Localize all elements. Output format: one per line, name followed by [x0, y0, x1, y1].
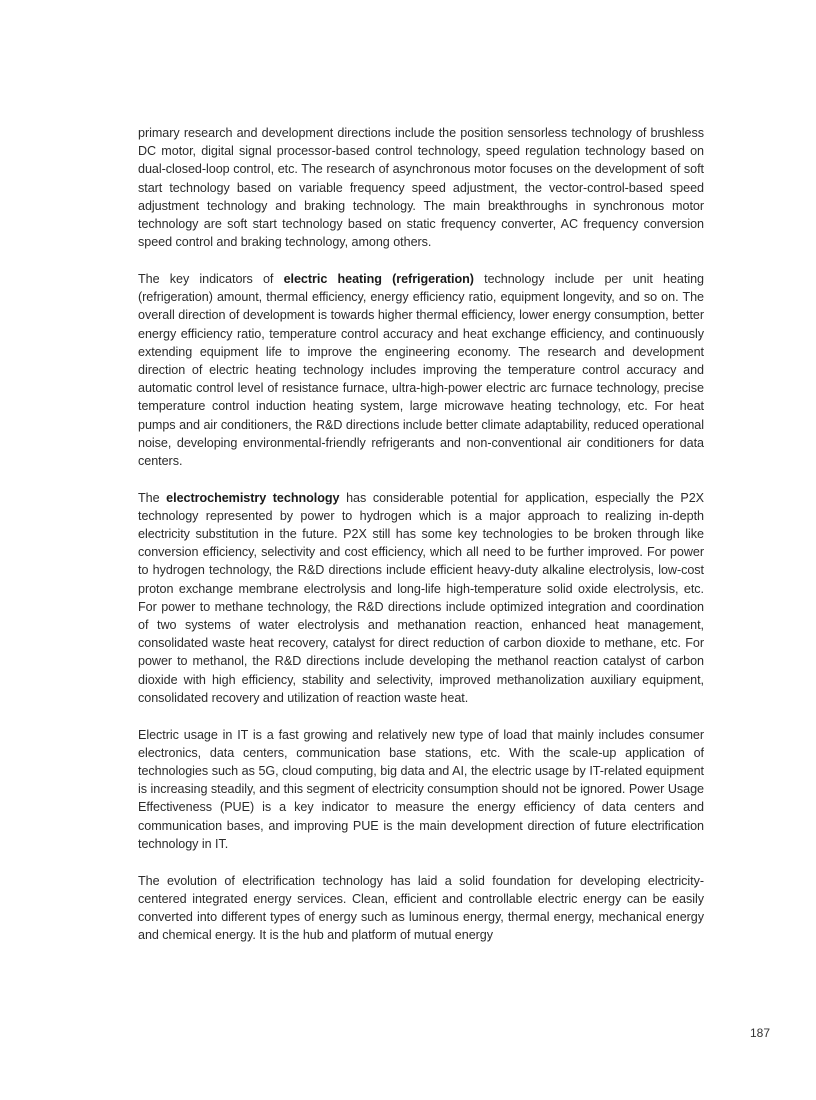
- paragraph-electric-heating: [138, 270, 704, 470]
- paragraph-motor-technology: [138, 124, 704, 251]
- bold-term: electrochemistry technology: [166, 490, 340, 505]
- paragraph-electrochemistry: [138, 489, 704, 707]
- paragraph-text: has considerable potential for application, especially the P2X technology represented by power to hydrogen which is a major approach to realizing in-depth electricity substitution in the future. P2X still has some key technologies to be broken through like conversion efficiency, selectivity and cost efficiency, which all need to be further improved. For power to hydrogen technology, the R&D directions include efficient heavy-duty alkaline electrolysis, low-cost proton exchange membrane electrolysis and long-life high-temperature solid oxide electrolysis, etc. For power to methane technology, the R&D directions include optimized integration and coordination of two systems of water electrolysis and methanation reaction, enhanced heat management, consolidated waste heat recovery, catalyst for direct reduction of carbon dioxide to methane, etc. For power to methanol, the R&D directions include developing the methanol reaction catalyst of carbon dioxide with high efficiency, stability and selectivity, improved methanolization auxiliary equipment, consolidated recovery and utilization of reaction waste heat.: [138, 490, 705, 705]
- paragraph-text: The evolution of electrification technology has laid a solid foundation for developing electricity-centered integrated energy services. Clean, efficient and controllable electric energy can be easily converted into different types of energy such as luminous energy, thermal energy, mechanical energy and chemical energy. It is the hub and platform of mutual energy: [138, 873, 704, 943]
- paragraph-text: The key indicators of: [138, 271, 284, 286]
- page-body: [138, 124, 704, 963]
- bold-term: electric heating (refrigeration): [283, 271, 474, 286]
- page-number: 187: [750, 1026, 771, 1040]
- paragraph-text: Electric usage in IT is a fast growing and relatively new type of load that mainly includes consumer electronics, data centers, communication base stations, etc. With the scale-up application of technologies such as 5G, cloud computing, big data and AI, the electric usage by IT-related equipment is increasing steadily, and this segment of electricity consumption should not be ignored. Power Usage Effectiveness (PUE) is a key indicator to measure the energy efficiency of data centers and communication bases, and improving PUE is the main development direction of future electrification technology in IT.: [138, 727, 704, 851]
- paragraph-text: primary research and development directions include the position sensorless technology of brushless DC motor, digital signal processor-based control technology, speed regulation technology based on dual-closed-loop control, etc. The research of asynchronous motor focuses on the development of soft start technology based on variable frequency speed adjustment, the vector-control-based speed adjustment technology and braking technology. The main breakthroughs in synchronous motor technology are soft start technology based on static frequency converter, AC frequency conversion speed control and braking technology, among others.: [138, 126, 704, 250]
- paragraph-text: The: [138, 490, 167, 505]
- paragraph-electrification-evolution: [138, 872, 704, 945]
- paragraph-it-electric-usage: [138, 726, 704, 853]
- paragraph-text: technology include per unit heating (refrigeration) amount, thermal efficiency, energy efficiency ratio, equipment longevity, and so on. The overall direction of development is towards higher thermal efficiency, lower energy consumption, better energy efficiency ratio, temperature control accuracy and heat exchange efficiency, and continuously extending equipment life to improve the engineering economy. The research and development direction of electric heating technology includes improving the temperature control accuracy and automatic control level of resistance furnace, ultra-high-power electric arc furnace technology, precise temperature control induction heating system, large microwave heating technology, etc. For heat pumps and air conditioners, the R&D directions include better climate adaptability, reduced operational noise, developing environmental-friendly refrigerants and non-conventional air conditioners for data centers.: [138, 271, 704, 468]
